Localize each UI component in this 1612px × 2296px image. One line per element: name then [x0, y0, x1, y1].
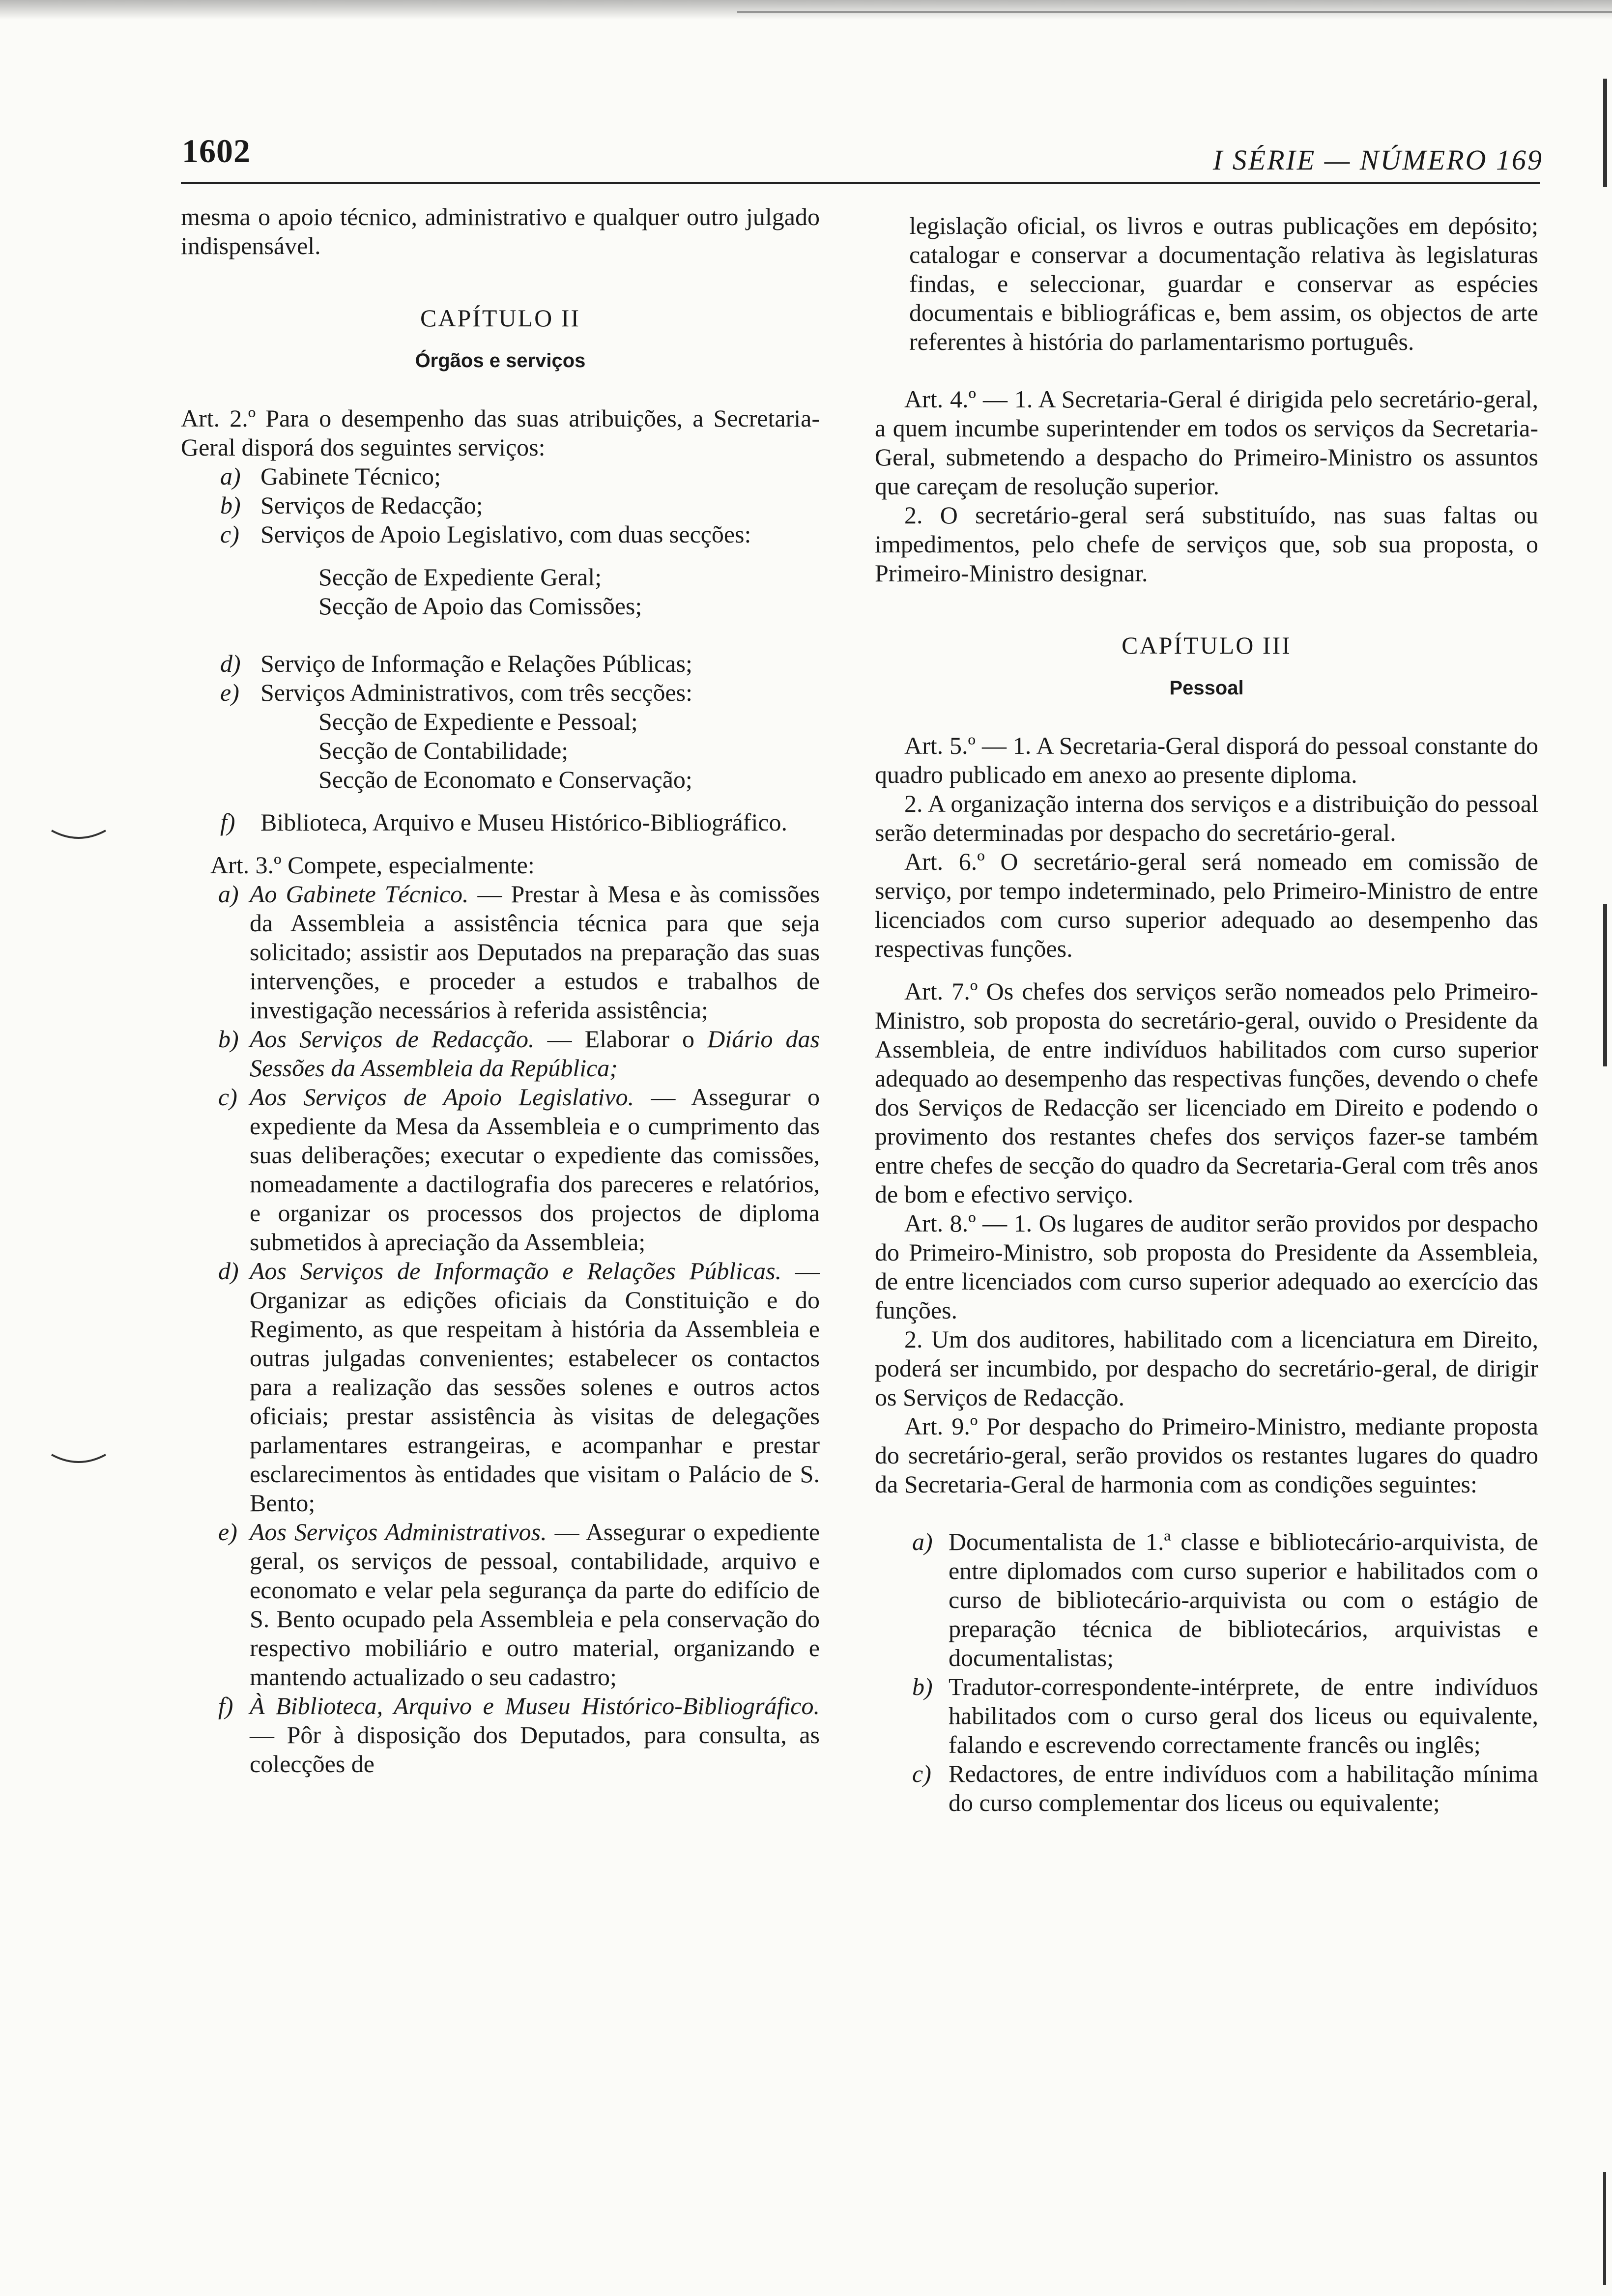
item-mark: a): [912, 1528, 933, 1555]
item-mark: e): [218, 1518, 237, 1546]
section-item: Secção de Economato e Conservação;: [318, 766, 692, 793]
scan-edge-mark: [1603, 79, 1607, 187]
scan-curve-mark: [49, 1450, 108, 1469]
item-title: À Biblioteca, Arquivo e Museu Histórico-Bibliográfico.: [250, 1692, 820, 1720]
section-item: Secção de Expediente e Pessoal;: [318, 708, 638, 735]
list-item: [181, 1518, 820, 1692]
article-text: Para o desempenho das suas atribuições, a Secretaria-Geral disporá dos seguintes serviços:: [181, 404, 820, 461]
item-text: Serviços de Redacção;: [260, 491, 483, 519]
item-text: Documentalista de 1.ª classe e bibliotecário-arquivista, de entre diplomados com curso superior e habilitados com o curso de bibliotecário-arquivista ou com o estágio de preparação técnica de bibliotecários, arquivistas e documentalistas;: [949, 1528, 1538, 1671]
item-mark: f): [218, 1692, 233, 1720]
list-item: [181, 1025, 820, 1083]
article-paragraph: 2. O secretário-geral será substituído, nas suas faltas ou impedimentos, pelo chefe de serviços que, sob sua proposta, o Primeiro-Ministro designar.: [875, 501, 1538, 587]
list-item: [181, 1692, 820, 1779]
list-item: [181, 649, 820, 678]
item-title: Aos Serviços de Redacção.: [250, 1025, 535, 1053]
scan-edge-mark: [1603, 2172, 1606, 2285]
scan-edge-shadow: [0, 0, 1612, 20]
item-mark: c): [220, 520, 239, 548]
item-mark: d): [220, 650, 241, 677]
item-mark: e): [220, 679, 239, 706]
article-paragraph: 2. A organização interna dos serviços e a distribuição do pessoal serão determinadas por despacho do secretário-geral.: [875, 790, 1538, 846]
article-text: Compete, especialmente:: [288, 851, 535, 879]
item-text: — Assegurar o expediente da Mesa da Assembleia e o cumprimento das suas deliberações; executar o expediente das comissões, nomeadamente a dactilografia dos pareceres e relatórios, e organizar os processos dos projectos de diploma submetidos à apreciação da Assembleia;: [250, 1083, 820, 1256]
scan-curve-mark: [49, 826, 108, 845]
item-text: Gabinete Técnico;: [260, 462, 441, 490]
series-label: I SÉRIE — NÚMERO 169: [1212, 144, 1543, 176]
section-item: Secção de Contabilidade;: [318, 737, 569, 764]
item-mark: b): [218, 1025, 239, 1053]
scan-edge-line: [737, 11, 1612, 13]
article-paragraph: Art. 5.º — 1. A Secretaria-Geral disporá do pessoal constante do quadro publicado em anexo ao presente diploma.: [875, 732, 1538, 788]
list-item: [875, 1759, 1538, 1817]
list-item: [181, 678, 820, 707]
list-item: [875, 1527, 1538, 1672]
chapter-heading: CAPÍTULO III: [1122, 631, 1292, 659]
article-paragraph: Art. 7.º Os chefes dos serviços serão nomeados pelo Primeiro-Ministro, sob proposta do secretário-geral, ouvido o Presidente da Assembleia, de entre indivíduos habilitados com curso superior adequado ao desempenho das respectivas funções, devendo o chefe dos Serviços de Redacção ser licenciado em Direito e podendo o provimento dos restantes chefes dos serviços fazer-se também entre chefes de secção do quadro da Secretaria-Geral com três anos de bom e efectivo serviço.: [875, 977, 1538, 1208]
chapter-title: Pessoal: [1169, 677, 1244, 699]
item-title: Aos Serviços de Informação e Relações Públicas.: [250, 1257, 782, 1285]
item-mark: b): [220, 491, 241, 519]
list-item: [181, 462, 820, 491]
list-item: [181, 491, 820, 520]
item-mark: a): [218, 880, 239, 908]
article-paragraph: [181, 404, 820, 462]
article-paragraph: Art. 9.º Por despacho do Primeiro-Ministro, mediante proposta do secretário-geral, serão providos os restantes lugares do quadro da Secretaria-Geral de harmonia com as condições seguintes:: [875, 1412, 1538, 1498]
left-column: [181, 202, 820, 1779]
item-mark: c): [912, 1760, 931, 1787]
section-item: Secção de Expediente Geral;: [318, 563, 602, 591]
item-text: Serviços de Apoio Legislativo, com duas secções:: [260, 520, 751, 548]
right-column: [875, 211, 1538, 1817]
list-item: [875, 1672, 1538, 1759]
item-text: Serviço de Informação e Relações Públicas;: [260, 650, 692, 677]
section-item: Secção de Apoio das Comissões;: [318, 592, 642, 620]
item-mark: d): [218, 1257, 239, 1285]
item-mark: f): [220, 808, 235, 836]
list-item: [181, 1257, 820, 1518]
list-item: [181, 1083, 820, 1257]
item-mark: b): [912, 1673, 933, 1700]
item-text: — Assegurar o expediente geral, os serviços de pessoal, contabilidade, arquivo e economato e velar pela segurança da parte do edifício de S. Bento ocupado pela Assembleia e pela conservação do respectivo mobiliário e outro material, organizando e mantendo actualizado o seu cadastro;: [250, 1518, 820, 1691]
header-rule: [181, 182, 1540, 184]
section-list: [181, 563, 820, 621]
article-paragraph: Art. 8.º — 1. Os lugares de auditor serão providos por despacho do Primeiro-Ministro, sob proposta do Presidente da Assembleia, de entre licenciados com curso superior adequado ao exercício das funções.: [875, 1209, 1538, 1324]
list-item: [181, 520, 820, 549]
item-mark: a): [220, 462, 241, 490]
list-item: [181, 880, 820, 1025]
item-text: — Organizar as edições oficiais da Constituição e do Regimento, as que respeitam à história da Assembleia e outras julgadas convenientes; estabelecer os contactos para a realização das sessões solenes e outros actos oficiais; prestar assistência às visitas de delegações parlamentares estrangeiras, e acompanhar e prestar esclarecimentos às entidades que visitam o Palácio de S. Bento;: [250, 1257, 820, 1517]
item-text: — Pôr à disposição dos Deputados, para consulta, as colecções de: [250, 1721, 820, 1778]
article-paragraph: Art. 4.º — 1. A Secretaria-Geral é dirigida pelo secretário-geral, a quem incumbe superintender em todos os serviços da Secretaria-Geral, submetendo a despacho do Primeiro-Ministro os assuntos que careçam de resolução superior.: [875, 385, 1538, 500]
section-list: [181, 707, 820, 794]
item-text: — Prestar à Mesa e às comissões da Assembleia a assistência técnica para que seja solicitado; assistir aos Deputados na preparação das suas intervenções, e proceder a estudos e trabalhos de investigação necessários à referida assistência;: [250, 880, 820, 1024]
item-mark: c): [218, 1083, 237, 1111]
intro-paragraph: mesma o apoio técnico, administrativo e qualquer outro julgado indispensável.: [181, 203, 820, 259]
item-text: Serviços Administrativos, com três secções:: [260, 679, 693, 706]
article-paragraph: Art. 6.º O secretário-geral será nomeado em comissão de serviço, por tempo indeterminado, pelo Primeiro-Ministro de entre licenciados com curso superior adequado ao desempenho das respectivas funções.: [875, 848, 1538, 962]
item-title: Aos Serviços Administrativos.: [250, 1518, 547, 1546]
article-number: Art. 3.º: [210, 851, 282, 879]
item-title: Aos Serviços de Apoio Legislativo.: [250, 1083, 634, 1111]
item-title-journal: Diário das Sessões da Assembleia da República;: [250, 1025, 820, 1082]
article-number: Art. 2.º: [181, 404, 256, 432]
chapter-heading: CAPÍTULO II: [420, 304, 581, 332]
chapter-title: Órgãos e serviços: [415, 350, 586, 372]
item-text: — Elaborar o: [547, 1025, 694, 1053]
page-number: 1602: [182, 132, 251, 170]
item-text: Tradutor-correspondente-intérprete, de entre indivíduos habilitados com o curso geral dos liceus ou equivalente, falando e escrevendo correctamente francês ou inglês;: [949, 1673, 1538, 1758]
item-text: Redactores, de entre indivíduos com a habilitação mínima do curso complementar dos liceus ou equivalente;: [949, 1760, 1538, 1816]
item-title: Ao Gabinete Técnico.: [250, 880, 469, 908]
article-paragraph: [181, 851, 820, 880]
continuation-paragraph: legislação oficial, os livros e outras publicações em depósito; catalogar e conservar a documentação relativa às legislaturas findas, e seleccionar, guardar e conservar as espécies documentais e bibliográficas e, bem assim, os objectos de arte referentes à história do parlamentarismo português.: [909, 212, 1538, 355]
item-text: Biblioteca, Arquivo e Museu Histórico-Bibliográfico.: [260, 808, 788, 836]
scan-edge-mark: [1603, 904, 1607, 1066]
article-paragraph: 2. Um dos auditores, habilitado com a licenciatura em Direito, poderá ser incumbido, por despacho do secretário-geral, de dirigir os Serviços de Redacção.: [875, 1325, 1538, 1411]
list-item: [181, 808, 820, 837]
